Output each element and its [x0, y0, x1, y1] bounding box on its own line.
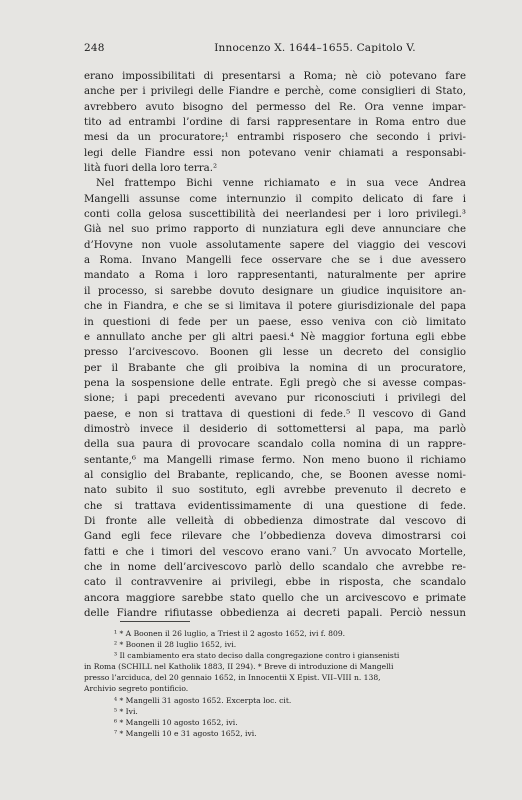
- body-line: dimostrò invece il desiderio di sottomettersi al papa, ma parlò: [84, 423, 466, 435]
- footnote: ² * Boonen il 28 luglio 1652, ivi.: [114, 640, 237, 650]
- body-line: nato subito il suo sostituto, egli avrebbe prevenuto il decreto e: [84, 485, 466, 497]
- body-text: [84, 69, 466, 621]
- body-line: Gand egli fece rilevare che l’obbedienza doveva dimostrarsi coi: [84, 531, 466, 543]
- body-line: d’Hovyne non vuole assolutamente sapere del viaggio dei vescovi: [84, 239, 466, 251]
- footnote-rule: [120, 621, 190, 622]
- body-line: lità fuori della loro terra.²: [84, 163, 218, 175]
- body-line: in questioni di fede per un paese, esso veniva con ciò limitato: [84, 316, 466, 328]
- body-line: sentante,⁶ ma Mangelli rimase fermo. Non meno buono il richiamo: [84, 454, 466, 466]
- footnotes: [84, 628, 466, 739]
- body-line: Mangelli assunse come internunzio il compito delicato di fare i: [84, 193, 466, 205]
- body-line: mesi da un procuratore;¹ entrambi risposero che secondo i privi-: [84, 132, 466, 144]
- body-line: il processo, si sarebbe dovuto designare un giudice inquisitore an-: [84, 285, 466, 297]
- body-line: e annullato anche per gli altri paesi.⁴ Nè maggior fortuna egli ebbe: [84, 331, 466, 343]
- page-number: 248: [84, 42, 105, 54]
- body-line: Già nel suo primo rapporto di nunziatura egli deve annunciare che: [84, 224, 466, 236]
- body-line: presso l’arcivescovo. Boonen gli lesse un decreto del consiglio: [84, 347, 466, 359]
- body-line: che in nome dell’arcivescovo parlò dello scandalo che avrebbe re-: [84, 562, 466, 573]
- body-line: Di fronte alle velleità di obbedienza dimostrate dal vescovo di: [84, 515, 466, 527]
- body-line: che si trattava evidentissimamente di una questione di fede.: [84, 500, 466, 512]
- footnote: ³ Il cambiamento era stato deciso dalla congregazione contro i giansenisti: [114, 651, 400, 661]
- body-line: avrebbero avuto bisogno del permesso del Re. Ora venne impar-: [84, 101, 466, 113]
- body-line: legi delle Fiandre essi non potevano venir chiamati a responsabi-: [84, 147, 466, 159]
- body-line: anche per i privilegi delle Fiandre e perchè, come consiglieri di Stato,: [84, 86, 466, 98]
- footnote: ⁷ * Mangelli 10 e 31 agosto 1652, ivi.: [114, 728, 257, 738]
- footnote-continuation: Archivio segreto pontificio.: [84, 684, 189, 694]
- body-line: a Roma. Invano Mangelli fece osservare che se i due avessero: [84, 255, 466, 267]
- body-line: pena la sospensione delle entrate. Egli pregò che si avesse compas-: [84, 377, 466, 389]
- footnote: ⁵ * Ivi.: [114, 706, 138, 716]
- body-line: al consiglio del Brabante, replicando, che, se Boonen avesse nomi-: [84, 469, 466, 481]
- body-line: che in Fiandra, e che se si limitava il potere giurisdizionale del papa: [84, 301, 466, 313]
- footnote: ¹ * A Boonen il 26 luglio, a Triest il 2 agosto 1652, ivi f. 809.: [114, 629, 346, 638]
- body-line: tito ad entrambi l’ordine di farsi rappresentare in Roma entro due: [84, 117, 466, 129]
- body-line: per il Brabante che gli proibiva la nomina di un procuratore,: [84, 362, 466, 374]
- body-line: cato il contravvenire ai privilegi, ebbe in risposta, che scandalo: [84, 577, 466, 589]
- running-head: Innocenzo X. 1644–1655. Capitolo V.: [214, 42, 416, 54]
- body-line: ancora maggiore sarebbe stato quello che un arcivescovo e primate: [84, 592, 466, 604]
- body-line: delle Fiandre rifiutasse obbedienza ai decreti papali. Perciò nessun: [84, 608, 466, 620]
- body-line: conti colla gelosa suscettibilità dei neerlandesi per i loro privilegi.³: [84, 209, 466, 221]
- footnote-continuation: presso l’arciduca, del 20 gennaio 1652, in Innocentii X Epist. VII–VIII n. 138,: [84, 673, 381, 683]
- footnote-continuation: in Roma (SCHILL nel Katholik 1883, II 294). * Breve di introduzione di Mangelli: [84, 662, 394, 672]
- body-line: sione; i papi precedenti avevano pur riconosciuti i privilegi del: [84, 393, 466, 405]
- body-line: Nel frattempo Bichi venne richiamato e in sua vece Andrea: [96, 178, 466, 190]
- body-line: fatti e che i timori del vescovo erano vani.⁷ Un avvocato Mortelle,: [84, 546, 466, 558]
- body-line: mandato a Roma i loro rappresentanti, naturalmente per aprire: [84, 270, 466, 282]
- body-line: paese, e non si trattava di questioni di fede.⁵ Il vescovo di Gand: [84, 408, 466, 420]
- footnote: ⁶ * Mangelli 10 agosto 1652, ivi.: [114, 717, 238, 727]
- page-header: [84, 42, 462, 58]
- footnote: ⁴ * Mangelli 31 agosto 1652. Excerpta loc. cit.: [114, 695, 292, 705]
- body-line: della sua paura di provocare scandalo colla nomina di un rappre-: [84, 439, 466, 451]
- body-line: erano impossibilitati di presentarsi a Roma; nè ciò potevano fare: [84, 71, 466, 82]
